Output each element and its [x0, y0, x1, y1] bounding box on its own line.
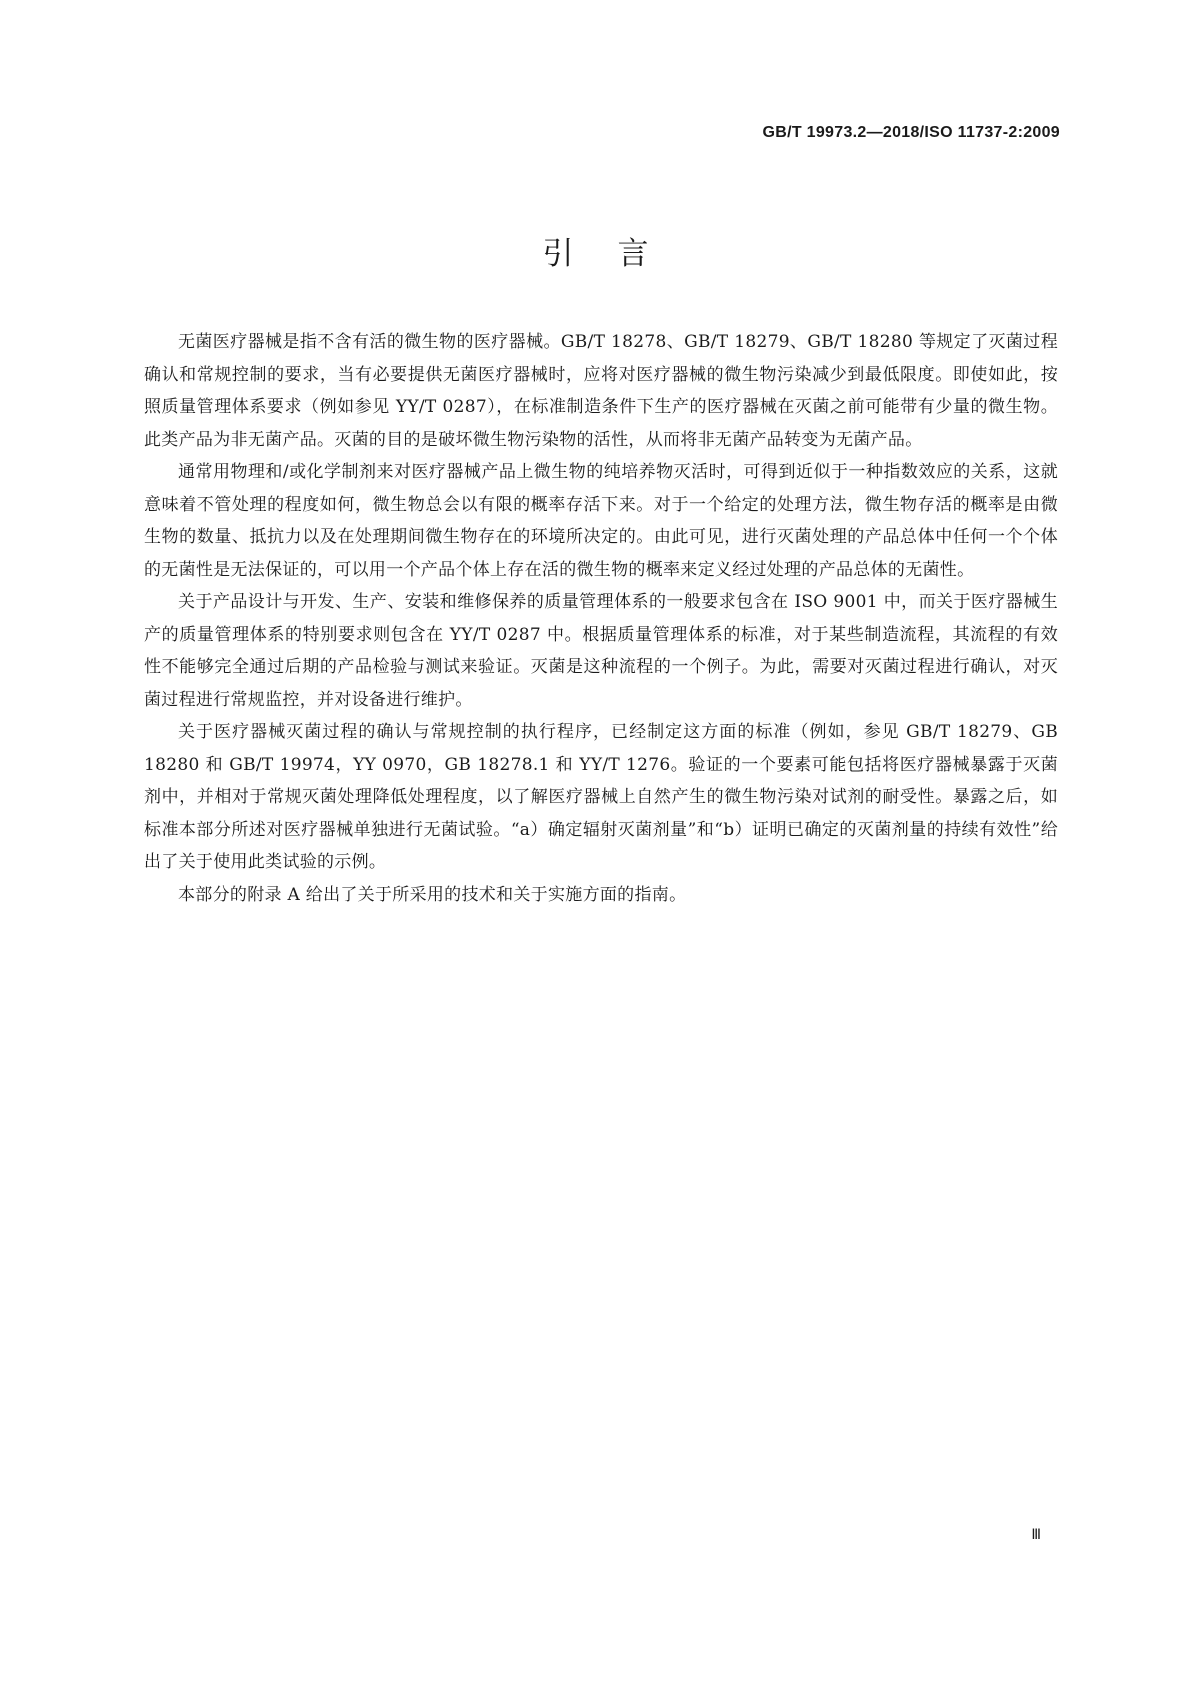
paragraph: 关于医疗器械灭菌过程的确认与常规控制的执行程序，已经制定这方面的标准（例如，参见 GB/T 18279、GB 18280 和 GB/T 19974，YY 0970，GB 18278.1 和 YY/T 1276。验证的一个要素可能包括将医疗器械暴露于灭菌剂中，并相对于常规灭菌处理降低处理程度，以了解医疗器械上自然产生的微生物污染对试剂的耐受性。暴露之后，如标准本部分所述对医疗器械单独进行无菌试验。“a）确定辐射灭菌剂量”和“b）证明已确定的灭菌剂量的持续有效性”给出了关于使用此类试验的示例。 [144, 722, 1058, 872]
paragraph: 关于产品设计与开发、生产、安装和维修保养的质量管理体系的一般要求包含在 ISO 9001 中，而关于医疗器械生产的质量管理体系的特别要求则包含在 YY/T 0287 中。根据质量管理体系的标准，对于某些制造流程，其流程的有效性不能够完全通过后期的产品检验与测试来验证。灭菌是这种流程的一个例子。为此，需要对灭菌过程进行确认，对灭菌过程进行常规监控，并对设备进行维护。 [144, 592, 1058, 710]
page-number: Ⅲ [1031, 1527, 1041, 1543]
paragraph: 无菌医疗器械是指不含有活的微生物的医疗器械。GB/T 18278、GB/T 18279、GB/T 18280 等规定了灭菌过程确认和常规控制的要求，当有必要提供无菌医疗器械时，应将对医疗器械的微生物污染减少到最低限度。即使如此，按照质量管理体系要求（例如参见 YY/T 0287），在标准制造条件下生产的医疗器械在灭菌之前可能带有少量的微生物。此类产品为非无菌产品。灭菌的目的是破坏微生物污染物的活性，从而将非无菌产品转变为无菌产品。 [144, 332, 1058, 450]
page-title: 引言 [542, 236, 693, 272]
body-text [144, 326, 1058, 911]
standard-number: GB/T 19973.2—2018/ISO 11737-2:2009 [762, 124, 1060, 141]
paragraph: 通常用物理和/或化学制剂来对医疗器械产品上微生物的纯培养物灭活时，可得到近似于一种指数效应的关系，这就意味着不管处理的程度如何，微生物总会以有限的概率存活下来。对于一个给定的处理方法，微生物存活的概率是由微生物的数量、抵抗力以及在处理期间微生物存在的环境所决定的。由此可见，进行灭菌处理的产品总体中任何一个个体的无菌性是无法保证的，可以用一个产品个体上存在活的微生物的概率来定义经过处理的产品总体的无菌性。 [144, 462, 1058, 580]
paragraph: 本部分的附录 A 给出了关于所采用的技术和关于实施方面的指南。 [178, 884, 687, 905]
